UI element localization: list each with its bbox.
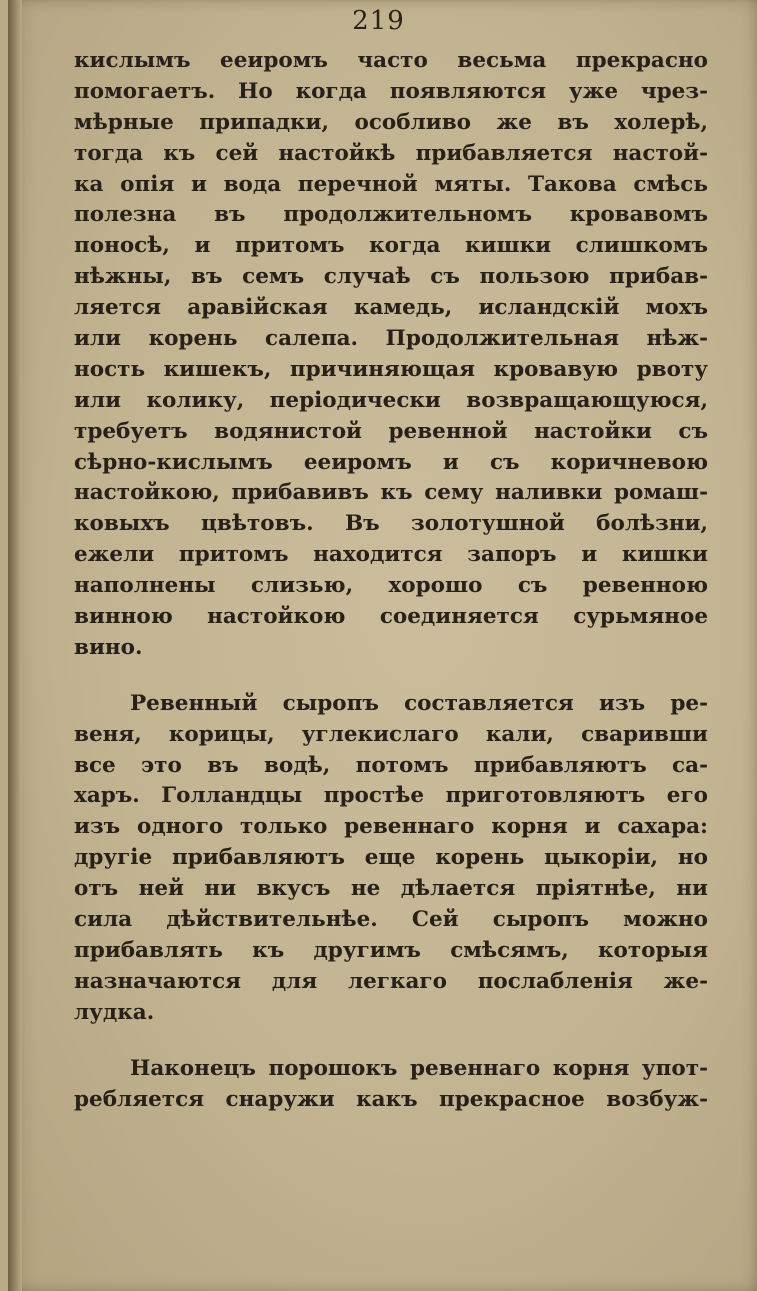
page-gutter-shadow [8, 0, 22, 1291]
text-line: Наконецъ порошокъ ревеннаго корня упот- [130, 1055, 708, 1081]
text-line: кислымъ ееиромъ часто весьма прекрасно [74, 48, 708, 73]
text-line: отъ ней ни вкусъ не дѣлается пріятнѣе, ни [74, 876, 708, 902]
text-line: помогаетъ. Но когда появляются уже чрез- [74, 78, 708, 104]
text-line: винною настойкою соединяется сурьмяное [74, 604, 708, 630]
text-line: тогда къ сей настойкѣ прибавляется настой- [74, 140, 708, 166]
text-line: настойкою, прибавивъ къ сему наливки ромаш- [74, 480, 708, 506]
text-line: наполнены слизью, хорошо съ ревенною [74, 573, 708, 599]
text-line: веня, корицы, углекислаго кали, сваривши [74, 721, 708, 747]
text-line: мѣрные припадки, особливо же въ холерѣ, [74, 109, 708, 135]
text-line: все это въ водѣ, потомъ прибавляютъ са- [74, 752, 708, 778]
text-line: ка опія и вода перечной мяты. Такова смѣсь [74, 171, 708, 197]
text-line: требуетъ водянистой ревенной настойки съ [74, 418, 708, 444]
text-line: полезна въ продолжительномъ кровавомъ [74, 202, 708, 228]
text-line: ковыхъ цвѣтовъ. Въ золотушной болѣзни, [74, 511, 708, 537]
text-line: или колику, періодически возвращающуюся, [74, 387, 708, 413]
text-line: или корень салепа. Продолжительная нѣж- [74, 326, 708, 352]
text-line: ляется аравійская камедь, исландскій мохъ [74, 295, 708, 321]
text-line: прибавлять къ другимъ смѣсямъ, которыя [74, 937, 708, 963]
text-line: харъ. Голландцы простѣе приготовляютъ его [74, 783, 708, 809]
paragraph-spacer [74, 664, 708, 689]
text-line: ребляется снаружи какъ прекрасное возбуж- [74, 1086, 708, 1112]
text-line: лудка. [74, 999, 155, 1025]
text-line: изъ одного только ревеннаго корня и сахара: [74, 814, 708, 840]
text-line: ность кишекъ, причиняющая кровавую рвоту [74, 356, 708, 382]
page-number: 219 [352, 6, 405, 36]
paragraph-2 [74, 689, 708, 1029]
text-line: сѣрно-кислымъ ееиромъ и съ коричневою [74, 449, 708, 475]
text-line: вино. [74, 634, 143, 660]
paragraph-spacer [74, 1029, 708, 1054]
text-line: Ревенный сыропъ составляется изъ ре- [130, 690, 708, 716]
body-text [74, 46, 708, 1115]
paragraph-1 [74, 46, 708, 664]
text-line: другіе прибавляютъ еще корень цыкоріи, но [74, 845, 708, 871]
text-line: сила дѣйствительнѣе. Сей сыропъ можно [74, 907, 708, 933]
text-line: поносѣ, и притомъ когда кишки слишкомъ [74, 233, 708, 259]
paragraph-3 [74, 1054, 708, 1116]
text-line: ежели притомъ находится запоръ и кишки [74, 542, 708, 568]
text-line: нѣжны, въ семъ случаѣ съ пользою прибав- [74, 264, 708, 290]
text-line: назначаются для легкаго послабленія же- [74, 968, 708, 994]
